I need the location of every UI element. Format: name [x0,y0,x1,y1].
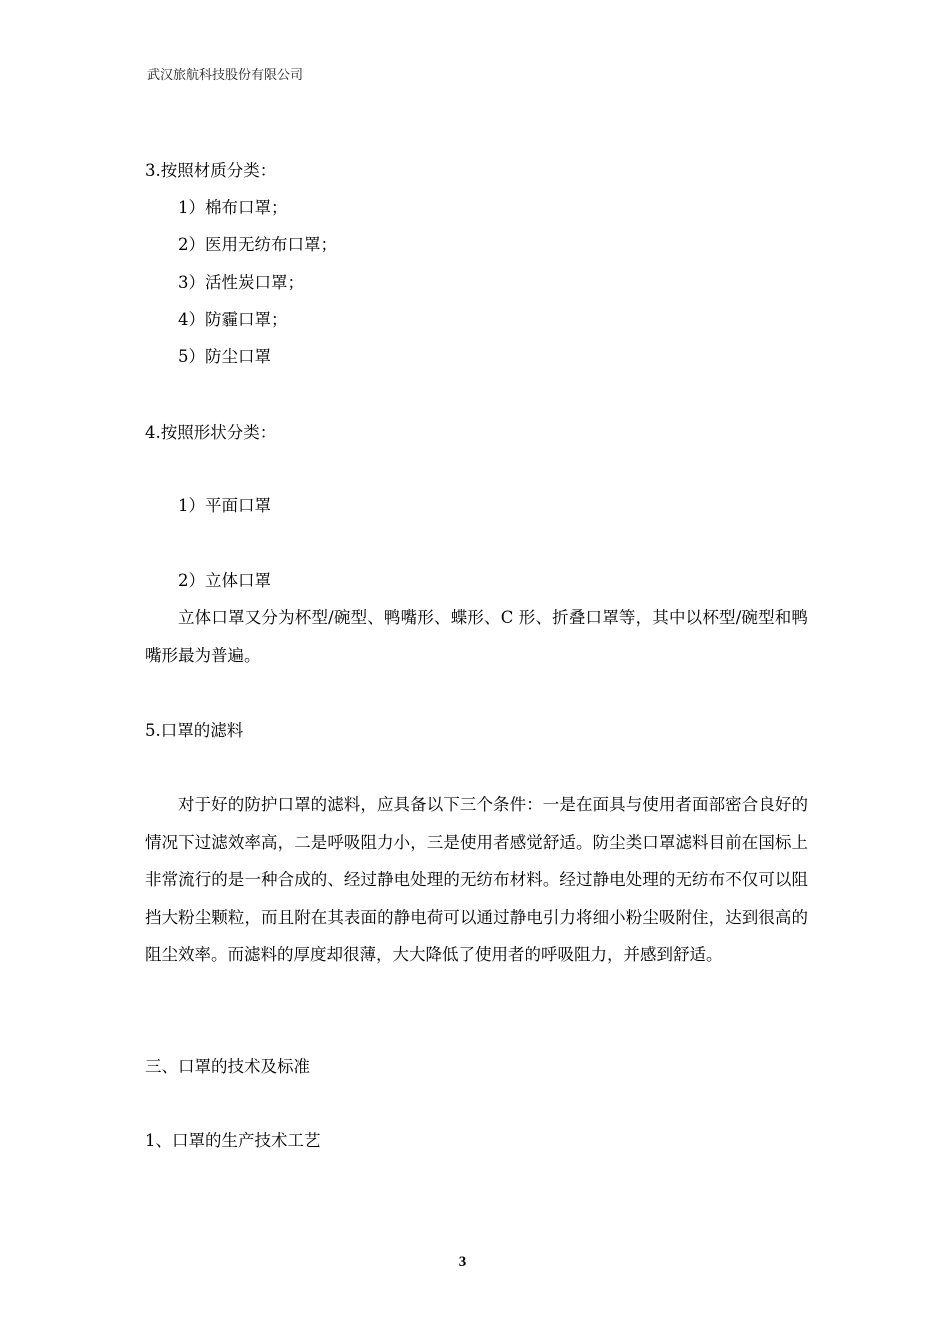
shape-note-paragraph: 立体口罩又分为杯型/碗型、鸭嘴形、蝶形、C 形、折叠口罩等，其中以杯型/碗型和鸭嘴形最为普遍。 [145,608,808,665]
section-4-title: 4.按照形状分类： [145,423,277,442]
page-number: 3 [458,1254,467,1270]
section-5-title: 5.口罩的滤料 [145,721,244,740]
material-item-4: 4）防霾口罩； [178,310,288,329]
material-item-5: 5）防尘口罩 [178,347,271,366]
material-item-1: 1）棉布口罩； [178,198,288,217]
shape-item-2: 2）立体口罩 [178,571,271,590]
filter-material-paragraph: 对于好的防护口罩的滤料，应具备以下三个条件：一是在面具与使用者面部密合良好的情况下过滤效率高，二是呼吸阻力小，三是使用者感觉舒适。防尘类口罩滤料目前在国标上非常流行的是一种合成的、经过静电处理的无纺布材料。经过静电处理的无纺布不仅可以阻挡大粉尘颗粒，而且附在其表面的静电荷可以通过静电引力将细小粉尘吸附住，达到很高的阻尘效率。而滤料的厚度却很薄，大大降低了使用者的呼吸阻力，并感到舒适。 [145,795,808,965]
material-item-2: 2）医用无纺布口罩； [178,235,337,254]
chapter-3-heading: 三、口罩的技术及标准 [145,1057,310,1076]
subsection-1-heading: 1、口罩的生产技术工艺 [145,1131,321,1150]
page-header-company: 武汉旅航科技股份有限公司 [147,68,304,83]
material-item-3: 3）活性炭口罩； [178,273,304,292]
shape-item-1: 1）平面口罩 [178,496,271,515]
section-3-title: 3.按照材质分类： [145,161,277,180]
